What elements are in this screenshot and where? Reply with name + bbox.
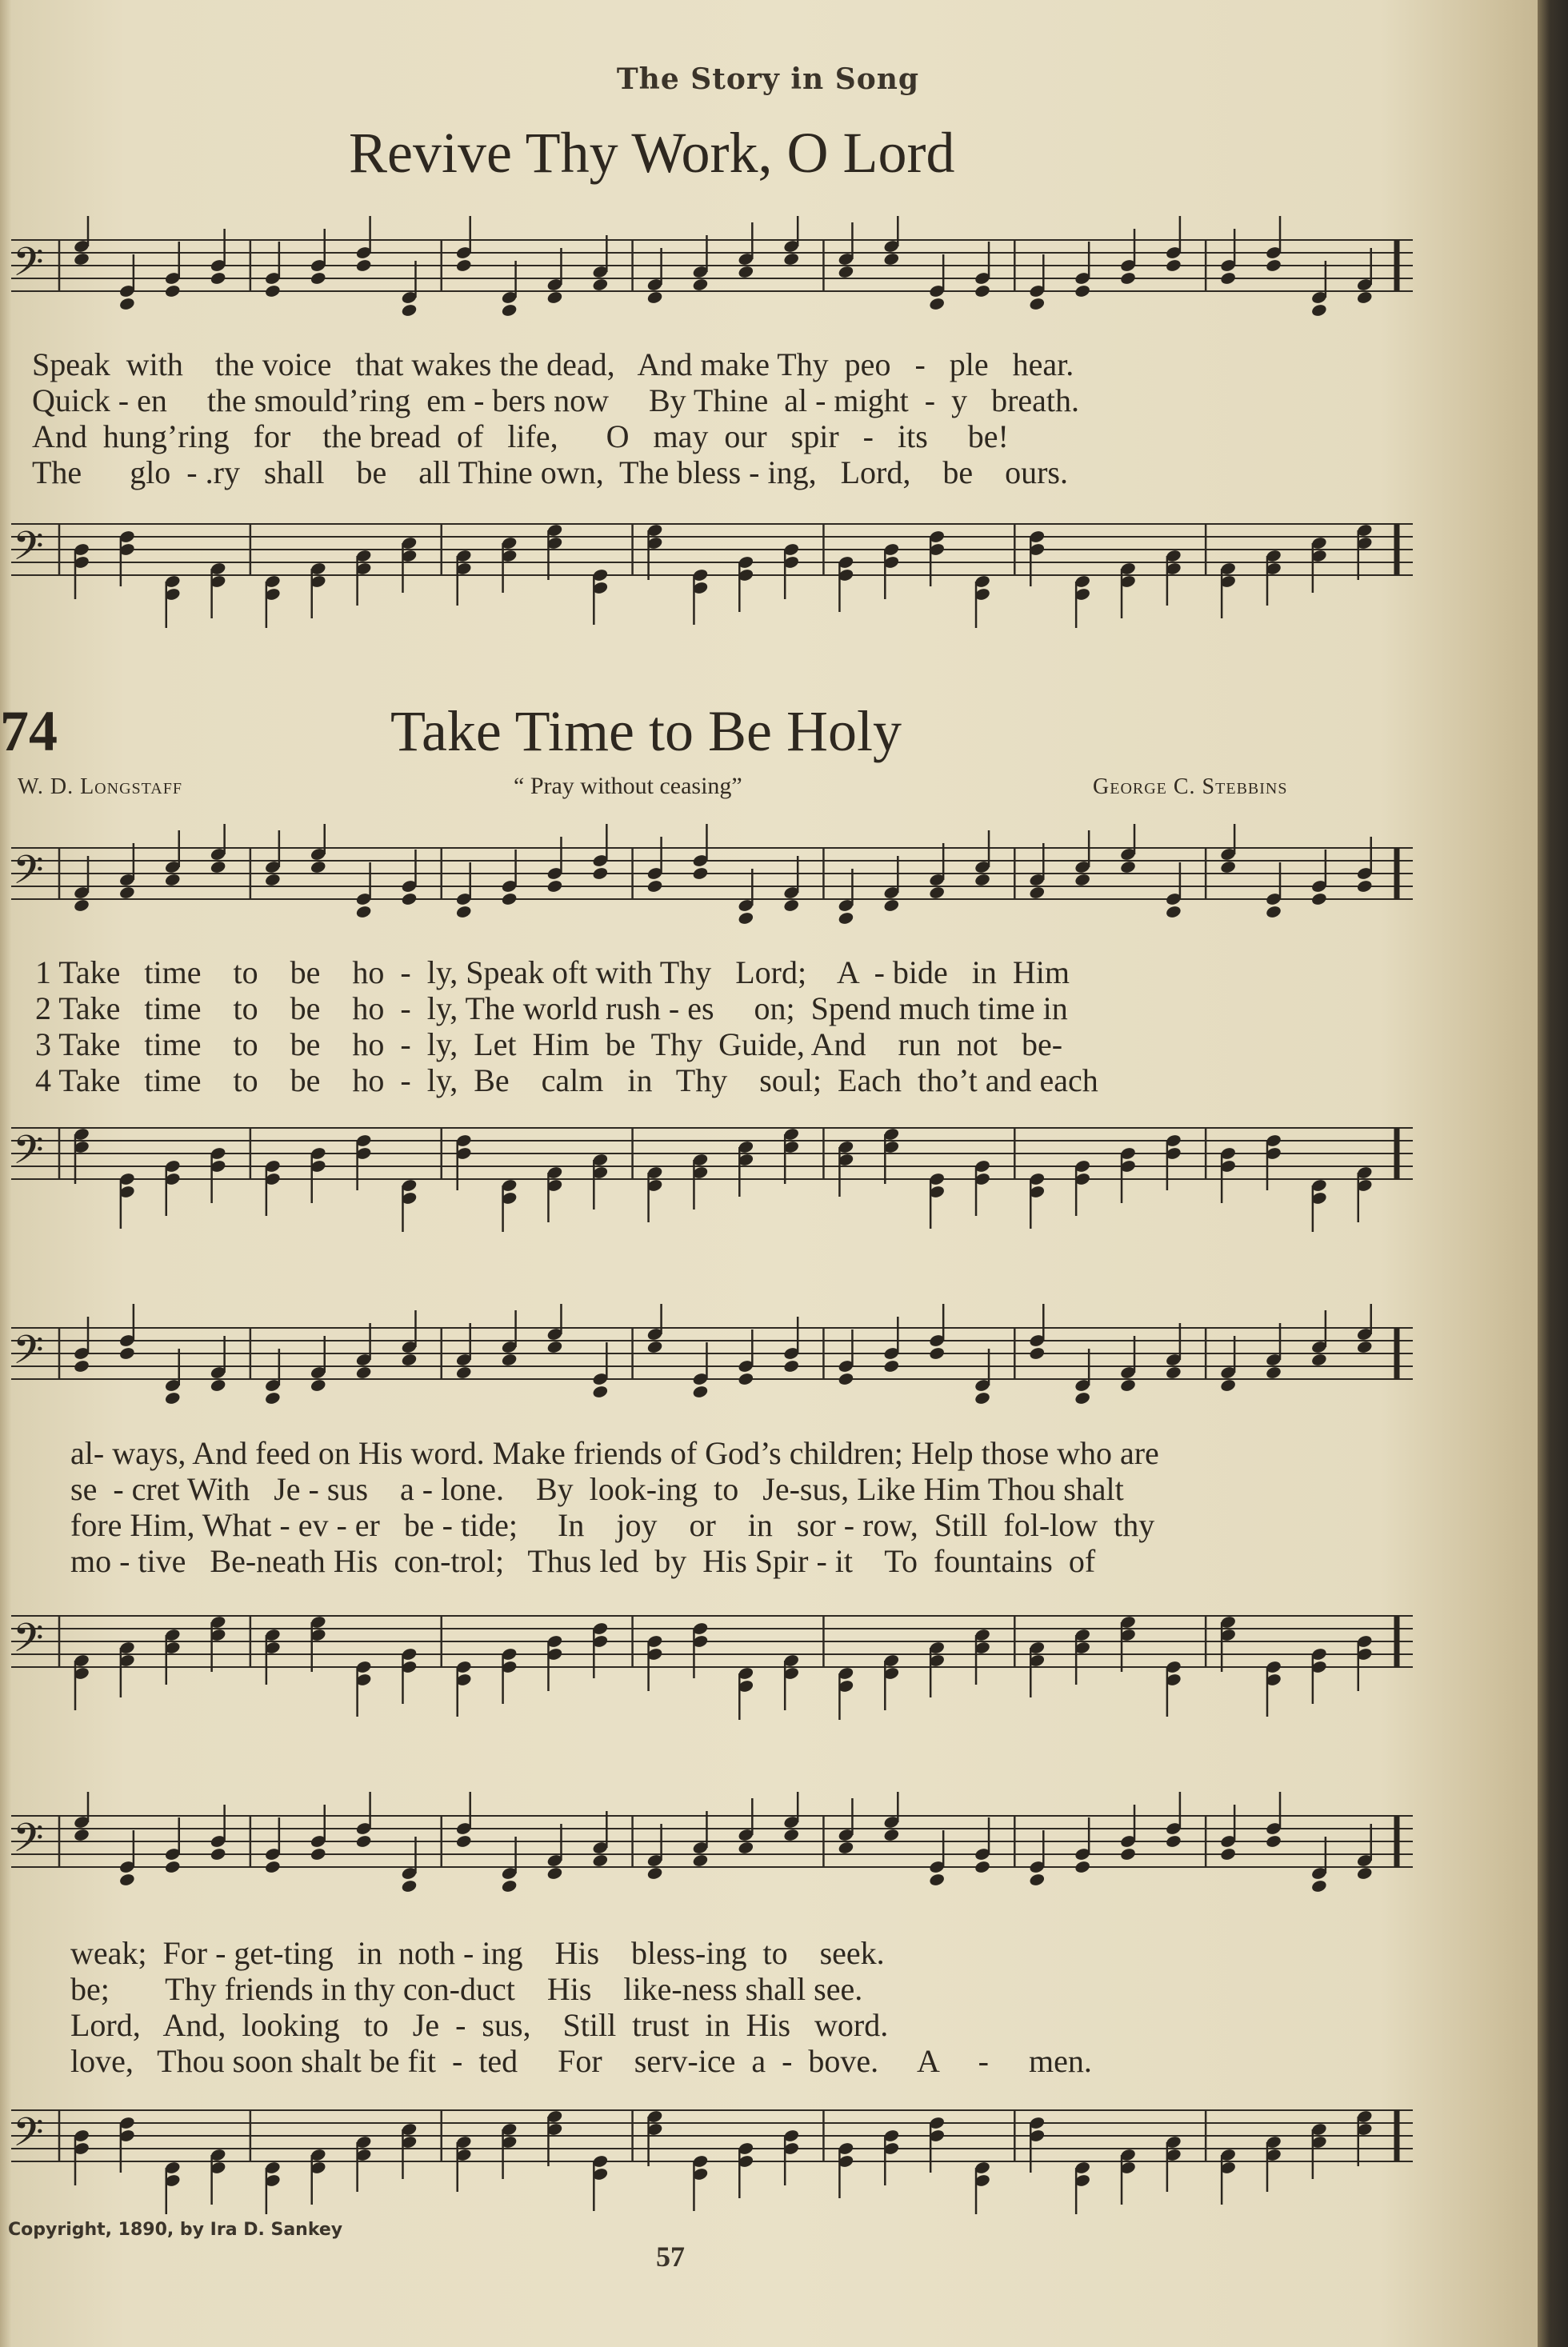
notehead <box>592 1853 609 1868</box>
notehead <box>928 297 945 311</box>
notehead <box>883 898 900 913</box>
page-number: 57 <box>656 2241 685 2273</box>
notehead <box>355 258 372 273</box>
hymn1-lyric-verse-4: The glo - .ry shall be all Thine own, The bless - ing, Lord, be ours. <box>32 454 1068 490</box>
notehead <box>1074 1860 1090 1874</box>
notehead <box>1310 1353 1327 1367</box>
notehead <box>838 265 854 279</box>
notehead <box>646 879 663 894</box>
notehead <box>546 1340 563 1354</box>
notehead <box>783 898 800 913</box>
notehead <box>883 1359 900 1373</box>
notehead <box>1265 1834 1282 1849</box>
hymn2-s3-lyric-verse-4: love, Thou soon shalt be fit - ted For serv-ice a - bove. A - men. <box>70 2043 1092 2079</box>
bass-clef-icon: 𝄢 <box>13 523 44 579</box>
notehead <box>501 892 518 906</box>
notehead <box>546 290 563 305</box>
notehead <box>974 873 990 887</box>
notehead <box>1219 860 1236 874</box>
notehead <box>164 1860 181 1874</box>
notehead <box>1265 905 1282 919</box>
notehead <box>928 886 945 900</box>
notehead <box>501 1879 518 1893</box>
notehead <box>1310 303 1327 318</box>
notehead <box>310 1378 326 1393</box>
notehead <box>1356 879 1373 894</box>
notehead <box>1356 1866 1373 1881</box>
notehead <box>738 1372 754 1386</box>
notehead <box>164 873 181 887</box>
notehead <box>355 1365 372 1380</box>
notehead <box>164 284 181 298</box>
notehead <box>692 1385 709 1399</box>
notehead <box>355 1834 372 1849</box>
hymn2-s1-lyric-verse-4: 4 Take time to be ho - ly, Be calm in Thy soul; Each tho’t and each <box>35 1062 1098 1098</box>
notehead <box>546 879 563 894</box>
notehead <box>210 1378 226 1393</box>
hymn2-author: W. D. Longstaff <box>18 774 182 799</box>
notehead <box>1119 271 1136 286</box>
notehead <box>264 1391 281 1405</box>
notehead <box>974 284 990 298</box>
notehead <box>1119 860 1136 874</box>
notehead <box>783 1359 800 1373</box>
clef-icon: 𝄢 <box>13 1815 44 1871</box>
notehead <box>1219 271 1236 286</box>
notehead <box>1356 290 1373 305</box>
notehead <box>592 1385 609 1399</box>
notehead <box>1219 1847 1236 1861</box>
notehead <box>592 278 609 292</box>
hymn2-system2-bass-staff <box>11 1592 1413 1720</box>
hymn2-epigraph: “ Pray without ceasing” <box>514 773 742 799</box>
notehead <box>1165 1365 1182 1380</box>
hymn1-title: Revive Thy Work, O Lord <box>349 121 955 185</box>
notehead <box>646 290 663 305</box>
hymn1-lyric-verse-1: Speak with the voice that wakes the dead, And make Thy peo - ple hear. <box>32 346 1074 382</box>
bass-clef-icon: 𝄢 <box>13 1615 44 1671</box>
notehead <box>210 1847 226 1861</box>
notehead <box>73 1359 90 1373</box>
hymn1-lyric-verse-3: And hung’ring for the bread of life, O may our spir - its be! <box>32 418 1009 454</box>
notehead <box>310 1847 326 1861</box>
clef-icon: 𝄢 <box>13 847 44 903</box>
hymn2-system3-bass-staff <box>11 2086 1413 2214</box>
notehead <box>1165 905 1182 919</box>
notehead <box>501 1353 518 1367</box>
hymn1-lyric-verse-2: Quick - en the smould’ring em - bers now By Thine al - might - y breath. <box>32 382 1080 418</box>
notehead <box>355 905 372 919</box>
notehead <box>401 892 418 906</box>
book-spine <box>1538 0 1568 2347</box>
hymn2-number: 74 <box>0 699 58 763</box>
notehead <box>264 1860 281 1874</box>
notehead <box>118 886 135 900</box>
notehead <box>1310 892 1327 906</box>
notehead <box>928 1873 945 1887</box>
notehead <box>838 911 854 926</box>
running-header: The Story in Song <box>616 62 920 96</box>
notehead <box>1029 1346 1046 1361</box>
notehead <box>838 1372 854 1386</box>
notehead <box>1074 873 1090 887</box>
notehead <box>1029 1873 1046 1887</box>
hymn2-system2-treble-staff <box>11 1304 1413 1424</box>
notehead <box>210 271 226 286</box>
notehead <box>883 252 900 266</box>
notehead <box>264 873 281 887</box>
notehead <box>1165 258 1182 273</box>
notehead <box>1265 258 1282 273</box>
hymn2-system1-bass-staff <box>11 1104 1413 1232</box>
hymn2-composer: George C. Stebbins <box>1093 774 1288 799</box>
notehead <box>783 252 800 266</box>
notehead <box>118 1873 135 1887</box>
notehead <box>1356 1340 1373 1354</box>
notehead <box>1029 297 1046 311</box>
notehead <box>883 1828 900 1842</box>
notehead <box>592 866 609 881</box>
hymn2-s3-lyric-verse-2: be; Thy friends in thy con-duct His like-ness shall see. <box>70 1971 863 2007</box>
notehead <box>401 1879 418 1893</box>
hymn2-s2-lyric-verse-4: mo - tive Be-neath His con-trol; Thus led by His Spir - it To fountains of <box>70 1543 1096 1579</box>
notehead <box>838 1841 854 1855</box>
hymn2-s1-lyric-verse-2: 2 Take time to be ho - ly, The world rush - es on; Spend much time in <box>35 990 1068 1026</box>
notehead <box>646 1340 663 1354</box>
notehead <box>692 1853 709 1868</box>
notehead <box>1119 1378 1136 1393</box>
notehead <box>310 860 326 874</box>
notehead <box>73 898 90 913</box>
hymn2-system3-treble-staff <box>11 1792 1413 1912</box>
notehead <box>1310 1879 1327 1893</box>
notehead <box>783 1828 800 1842</box>
bass-clef-icon: 𝄢 <box>13 1127 44 1183</box>
notehead <box>73 252 90 266</box>
notehead <box>1074 284 1090 298</box>
notehead <box>210 860 226 874</box>
notehead <box>455 905 472 919</box>
hymn2-s2-lyric-verse-1: al- ways, And feed on His word. Make friends of God’s children; Help those who are <box>70 1435 1159 1471</box>
hymn2-s2-lyric-verse-2: se - cret With Je - sus a - lone. By look-ing to Je-sus, Like Him Thou shalt <box>70 1471 1124 1507</box>
hymn2-s1-lyric-verse-3: 3 Take time to be ho - ly, Let Him be Thy Guide, And run not be- <box>35 1026 1063 1062</box>
notehead <box>501 303 518 318</box>
notehead <box>310 271 326 286</box>
hymn1-treble-staff <box>11 216 1413 336</box>
notehead <box>455 258 472 273</box>
notehead <box>1165 1834 1182 1849</box>
copyright-notice: Copyright, 1890, by Ira D. Sankey <box>8 2220 343 2240</box>
notehead <box>164 1391 181 1405</box>
notehead <box>1029 886 1046 900</box>
notehead <box>738 1841 754 1855</box>
hymn2-s3-lyric-verse-3: Lord, And, looking to Je - sus, Still trust in His word. <box>70 2007 889 2043</box>
hymn2-s1-lyric-verse-1: 1 Take time to be ho - ly, Speak oft with Thy Lord; A - bide in Him <box>35 954 1070 990</box>
notehead <box>73 1828 90 1842</box>
notehead <box>646 1866 663 1881</box>
clef-icon: 𝄢 <box>13 1327 44 1383</box>
notehead <box>738 265 754 279</box>
hymn1-bass-staff <box>11 500 1413 628</box>
notehead <box>692 866 709 881</box>
notehead <box>1219 1378 1236 1393</box>
notehead <box>974 1391 990 1405</box>
notehead <box>1119 1847 1136 1861</box>
notehead <box>455 1365 472 1380</box>
bass-clef-icon: 𝄢 <box>13 2109 44 2165</box>
notehead <box>738 911 754 926</box>
notehead <box>401 1353 418 1367</box>
clef-icon: 𝄢 <box>13 239 44 295</box>
hymn2-title: Take Time to Be Holy <box>390 699 902 763</box>
notehead <box>692 278 709 292</box>
hymn2-system1-treble-staff <box>11 824 1413 944</box>
hymn2-s2-lyric-verse-3: fore Him, What - ev - er be - tide; In joy or in sor - row, Still fol-low thy <box>70 1507 1155 1543</box>
hymn2-s3-lyric-verse-1: weak; For - get-ting in noth - ing His bless-ing to seek. <box>70 1935 885 1971</box>
notehead <box>118 297 135 311</box>
notehead <box>401 303 418 318</box>
notehead <box>928 1346 945 1361</box>
page-left-edge <box>0 0 11 2347</box>
notehead <box>1074 1391 1090 1405</box>
notehead <box>974 1860 990 1874</box>
notehead <box>1265 1365 1282 1380</box>
notehead <box>546 1866 563 1881</box>
notehead <box>455 1834 472 1849</box>
notehead <box>118 1346 135 1361</box>
notehead <box>264 284 281 298</box>
